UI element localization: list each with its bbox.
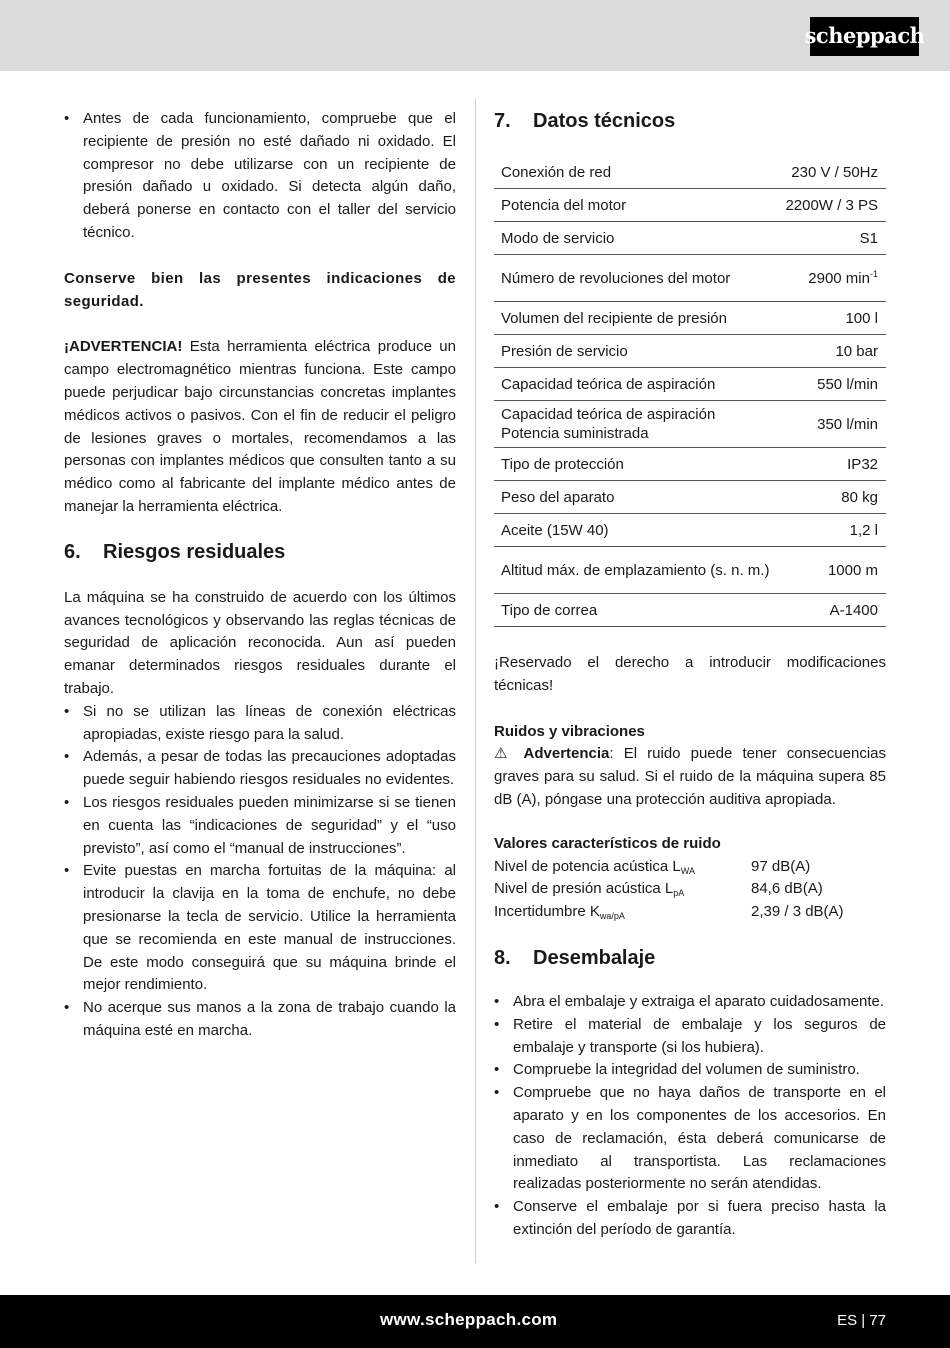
spec-value <box>778 255 886 302</box>
list-item: • No acerque sus manos a la zona de trabajo cuando la máquina esté en marcha. <box>64 997 456 1043</box>
residual-risks-intro: La máquina se ha construido de acuerdo con los últimos avances tecnológicos y observando las reglas técnicas de seguridad de aplicación reconocida. Aun así pueden emanar determinados riesgos residuales durante el trabajo. <box>64 588 456 697</box>
section-number: 7. <box>494 110 511 132</box>
spec-value: 350 l/min <box>778 401 886 448</box>
spec-value: S1 <box>778 222 886 255</box>
left-column <box>64 108 456 1043</box>
table-row <box>494 481 886 514</box>
section-title: Desembalaje <box>533 946 656 969</box>
list-item: • Antes de cada funcionamiento, compruebe que el recipiente de presión no esté dañado ni oxidado. El compresor no debe utilizarse con un recipiente de presión dañado u oxidado. Si detecta algún daño, deberá ponerse en contacto con el taller del servicio técnico. <box>64 108 456 245</box>
noise-value: 97 dB(A) <box>751 857 811 875</box>
spec-value: 100 l <box>778 302 886 335</box>
technical-data-table <box>494 156 886 627</box>
table-row <box>494 547 886 594</box>
noise-value-row <box>494 901 886 924</box>
table-row <box>494 302 886 335</box>
list-item: • Compruebe la integridad del volumen de suministro. <box>494 1059 886 1082</box>
right-column <box>494 108 886 1242</box>
list-item: • Si no se utilizan las líneas de conexión eléctricas apropiadas, existe riesgo para la salud. <box>64 701 456 747</box>
noise-value-label <box>494 901 751 924</box>
unpacking-list <box>494 991 886 1242</box>
section-8-heading <box>494 945 886 971</box>
spec-label: Capacidad teórica de aspiración Potencia suministrada <box>494 401 778 448</box>
noise-label-text: Nivel de presión acústica L <box>494 880 674 898</box>
intro-bullet-list <box>64 108 456 245</box>
noise-label-subscript: pA <box>673 888 685 899</box>
header-bar <box>0 0 950 71</box>
list-item: • Conserve el embalaje por si fuera preciso hasta la extinción del período de garantía. <box>494 1196 886 1242</box>
noise-value-row <box>494 856 886 879</box>
spec-label: Tipo de protección <box>494 448 778 481</box>
noise-label-subscript: WA <box>680 865 695 876</box>
noise-warning-text: : El ruido puede tener consecuencias graves para su salud. Si el ruido de la máquina supera 85 dB (A), póngase una protección auditiva apropiada. <box>494 745 886 808</box>
spec-value: IP32 <box>778 448 886 481</box>
table-row <box>494 514 886 547</box>
spec-label: Altitud máx. de emplazamiento (s. n. m.) <box>494 547 778 594</box>
list-item: • Compruebe que no haya daños de transporte en el aparato y en los componentes de los accesorios. En caso de reclamación, ésta deberá comunicarse de inmediato al transportista. Las reclamaciones realizadas posteriormente no serán atendidas. <box>494 1082 886 1196</box>
spec-value: 1,2 l <box>778 514 886 547</box>
noise-value-label <box>494 856 751 879</box>
spec-value: 10 bar <box>778 335 886 368</box>
noise-value: 2,39 / 3 dB(A) <box>751 903 844 921</box>
electromagnetic-warning <box>64 336 456 518</box>
section-title: Datos técnicos <box>533 110 676 132</box>
spec-label: Número de revoluciones del motor <box>494 255 778 302</box>
spec-label: Presión de servicio <box>494 335 778 368</box>
table-row <box>494 222 886 255</box>
section-number: 6. <box>64 540 81 563</box>
table-row <box>494 335 886 368</box>
section-6-heading <box>64 539 456 565</box>
table-row <box>494 156 886 189</box>
table-row <box>494 189 886 222</box>
spec-label: Modo de servicio <box>494 222 778 255</box>
table-row <box>494 401 886 448</box>
list-item: • Retire el material de embalaje y los seguros de embalaje y transporte (si los hubiera). <box>494 1014 886 1060</box>
spec-label: Volumen del recipiente de presión <box>494 302 778 335</box>
table-row <box>494 448 886 481</box>
spec-value: 2200W / 3 PS <box>778 189 886 222</box>
warning-text: Esta herramienta eléctrica produce un campo electromagnético mientras funciona. Este campo puede perjudicar bajo circunstancias concretas implantes médicos activos o pasivos. Con el fin de reducir el peligro de lesiones graves o mortales, recomendamos a las personas con implantes médicos que consulten tanto a su médico como al fabricante del implante médico antes de manejar la herramienta eléctrica. <box>64 338 456 515</box>
spec-value: 230 V / 50Hz <box>778 156 886 189</box>
noise-label-text: Incertidumbre K <box>494 903 600 921</box>
list-item: • Abra el embalaje y extraiga el aparato cuidadosamente. <box>494 991 886 1014</box>
section-title: Riesgos residuales <box>103 540 286 563</box>
spec-label: Conexión de red <box>494 156 778 189</box>
spec-label: Tipo de correa <box>494 594 778 627</box>
warning-label: ¡ADVERTENCIA! <box>64 338 183 356</box>
table-row <box>494 255 886 302</box>
spec-label: Peso del aparato <box>494 481 778 514</box>
spec-value: A-1400 <box>778 594 886 627</box>
keep-notice: Conserve bien las presentes indicaciones de seguridad. <box>64 269 456 310</box>
noise-label-text: Nivel de potencia acústica L <box>494 857 681 875</box>
website-link[interactable]: www.scheppach.com <box>380 1310 558 1329</box>
footer-bar <box>0 1295 950 1348</box>
residual-risks-list <box>64 701 456 1043</box>
spec-value-exponent: -1 <box>869 268 878 279</box>
noise-warning <box>494 743 886 811</box>
spec-value: 80 kg <box>778 481 886 514</box>
spec-value: 1000 m <box>778 547 886 594</box>
noise-value-label <box>494 878 751 901</box>
section-7-heading <box>494 108 886 134</box>
table-row <box>494 368 886 401</box>
section-number: 8. <box>494 946 511 969</box>
table-row <box>494 594 886 627</box>
list-item: • Además, a pesar de todas las precauciones adoptadas puede seguir habiendo riesgos residuales no evidentes. <box>64 746 456 792</box>
noise-heading: Ruidos y vibraciones <box>494 722 645 740</box>
noise-warning-label: Advertencia <box>523 745 610 763</box>
noise-label-subscript: wa/pA <box>599 911 625 922</box>
spec-value-text: 2900 min <box>808 269 870 287</box>
spec-label: Aceite (15W 40) <box>494 514 778 547</box>
noise-value-row <box>494 878 886 901</box>
page-number: ES | 77 <box>837 1312 886 1329</box>
reserve-note: ¡Reservado el derecho a introducir modificaciones técnicas! <box>494 654 886 694</box>
noise-value: 84,6 dB(A) <box>751 880 823 898</box>
spec-label: Potencia del motor <box>494 189 778 222</box>
noise-values-heading: Valores característicos de ruido <box>494 834 721 852</box>
warning-triangle-icon: ⚠ <box>494 745 514 763</box>
column-divider <box>475 98 476 1263</box>
scheppach-logo: scheppach <box>810 17 919 56</box>
list-item: • Evite puestas en marcha fortuitas de la máquina: al introducir la clavija en la toma de enchufe, no debe presionarse la tecla de servicio. Utilice la herramienta que se recomienda en este manual de instrucciones. De este modo conseguirá que su máquina brinde el mejor rendimiento. <box>64 860 456 997</box>
spec-label: Capacidad teórica de aspiración <box>494 368 778 401</box>
list-item: • Los riesgos residuales pueden minimizarse si se tienen en cuenta las “indicaciones de seguridad” y el “uso previsto”, así como el “manual de instrucciones”. <box>64 792 456 860</box>
spec-value: 550 l/min <box>778 368 886 401</box>
